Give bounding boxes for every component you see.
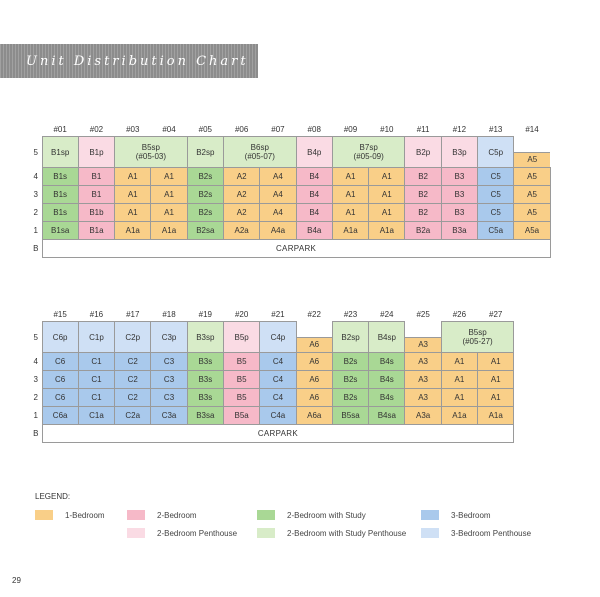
stack-number: #02	[89, 124, 104, 134]
unit-cell: B2s	[332, 371, 368, 389]
unit-cell: A5	[514, 186, 550, 204]
stack-number: #05	[198, 124, 213, 134]
unit-cell: B3sa	[187, 407, 223, 425]
unit-cell: A3	[405, 371, 441, 389]
legend-swatch	[421, 510, 439, 520]
unit-cell: B1	[78, 186, 114, 204]
unit-cell: C5a	[478, 222, 514, 240]
stack-number: #21	[271, 309, 285, 319]
unit-cell: A6a	[296, 407, 332, 425]
unit-cell: C1a	[78, 407, 114, 425]
unit-cell: C2	[115, 389, 151, 407]
level-label: 5	[33, 147, 38, 157]
legend-swatch	[127, 510, 145, 520]
level-row	[30, 240, 550, 258]
unit-cell: A1	[151, 186, 187, 204]
page-title: Unit Distribution Chart	[26, 53, 249, 69]
level-row	[30, 425, 514, 443]
stack-number: #17	[126, 309, 140, 319]
unit-cell: B6sp (#05-07)	[223, 137, 296, 168]
unit-cell: C2a	[115, 407, 151, 425]
level-label: 4	[33, 172, 38, 181]
level-label: 2	[33, 393, 38, 402]
level-label: 5	[33, 332, 38, 342]
stack-header-row	[30, 122, 550, 137]
stack-number: #12	[452, 124, 467, 134]
unit-cell: A1	[478, 371, 514, 389]
carpark-bar: CARPARK	[42, 425, 514, 443]
unit-cell: B4p	[296, 137, 332, 168]
unit-cell: B3	[441, 204, 477, 222]
legend-label: 3-Bedroom	[451, 510, 491, 520]
level-label: B	[33, 244, 39, 253]
level-row	[30, 322, 514, 353]
unit-cell: B4sa	[369, 407, 405, 425]
unit-cell: A4	[260, 168, 296, 186]
unit-cell: A5	[514, 152, 550, 167]
stack-header-row	[30, 307, 514, 322]
unit-cell: B2s	[332, 353, 368, 371]
unit-cell: B5a	[223, 407, 259, 425]
stack-number: #19	[198, 309, 213, 319]
stack-number: #13	[489, 124, 503, 134]
unit-cell: B2	[405, 186, 441, 204]
unit-cell: C1	[78, 353, 114, 371]
unit-cell: C1	[78, 371, 114, 389]
unit-cell: C4	[260, 389, 296, 407]
unit-cell: B2sa	[187, 222, 223, 240]
stack-number: #26	[452, 309, 467, 319]
unit-cell: B3a	[441, 222, 477, 240]
level-row	[30, 222, 550, 240]
unit-cell: C2p	[115, 322, 151, 353]
unit-cell: B1s	[42, 186, 78, 204]
unit-cell: C6	[42, 389, 78, 407]
legend-item-2-bedroom-with-study-penthouse	[257, 528, 406, 538]
header-corner	[30, 307, 42, 322]
unit-cell: A4	[260, 204, 296, 222]
unit-cell: A1	[332, 204, 368, 222]
block-chart-1	[30, 122, 540, 258]
legend-label: 2-Bedroom Penthouse	[157, 528, 238, 538]
unit-cell: A3	[405, 337, 440, 352]
stack-number: #07	[271, 124, 285, 134]
stack-number: #03	[126, 124, 140, 134]
legend-item-3-bedroom	[421, 510, 491, 520]
unit-cell: A1a	[115, 222, 151, 240]
unit-cell: A3	[405, 389, 441, 407]
unit-cell: A1	[441, 389, 477, 407]
legend-item-1-bedroom	[35, 510, 105, 520]
stack-number: #10	[380, 124, 394, 134]
unit-cell: B7sp (#05-09)	[332, 137, 405, 168]
legend-label: 2-Bedroom with Study	[287, 510, 366, 520]
legend-label: 3-Bedroom Penthouse	[451, 528, 532, 538]
unit-cell: B2s	[187, 204, 223, 222]
legend-swatch	[35, 510, 53, 520]
unit-cell: A1	[332, 186, 368, 204]
unit-cell: C3	[151, 389, 187, 407]
unit-cell: A1a	[369, 222, 405, 240]
unit-cell: A1	[369, 168, 405, 186]
header-corner	[30, 122, 42, 137]
unit-cell: A6	[296, 371, 332, 389]
unit-cell: A2	[223, 204, 259, 222]
legend-item-3-bedroom-penthouse	[421, 528, 531, 538]
unit-cell: A1	[369, 186, 405, 204]
unit-cell: B2	[405, 204, 441, 222]
unit-cell: B5sp (#05-27)	[441, 322, 514, 353]
unit-cell: A5	[514, 204, 550, 222]
stack-number: #27	[489, 309, 503, 319]
legend-label: 2-Bedroom with Study Penthouse	[287, 528, 407, 538]
unit-cell: A1	[115, 186, 151, 204]
unit-cell-offset	[405, 322, 441, 353]
unit-cell: C2	[115, 371, 151, 389]
unit-cell: C4	[260, 371, 296, 389]
unit-table-block-2	[30, 307, 514, 443]
unit-cell: A6	[297, 337, 332, 352]
unit-cell: A5	[514, 168, 550, 186]
level-label: 1	[33, 411, 38, 420]
unit-cell: B5	[223, 371, 259, 389]
unit-cell: B4s	[369, 389, 405, 407]
unit-cell: A2	[223, 168, 259, 186]
unit-cell: B1sa	[42, 222, 78, 240]
legend-swatch	[127, 528, 145, 538]
unit-cell: A4a	[260, 222, 296, 240]
unit-cell: C5p	[478, 137, 514, 168]
level-row	[30, 407, 514, 425]
unit-cell: A1a	[441, 407, 477, 425]
stack-number: #04	[162, 124, 176, 134]
unit-cell: C1p	[78, 322, 114, 353]
unit-cell: C6	[42, 353, 78, 371]
level-row	[30, 137, 550, 168]
unit-cell: B4	[296, 168, 332, 186]
stack-number: #18	[162, 309, 176, 319]
unit-cell: A1a	[332, 222, 368, 240]
unit-cell-offset	[514, 137, 550, 168]
unit-cell: B3p	[441, 137, 477, 168]
unit-cell: C4p	[260, 322, 296, 353]
block-chart-2	[30, 307, 520, 443]
unit-cell: B2s	[187, 168, 223, 186]
unit-cell: B1p	[78, 137, 114, 168]
unit-cell: B1s	[42, 204, 78, 222]
unit-cell: A6	[296, 389, 332, 407]
unit-cell: B1b	[78, 204, 114, 222]
unit-cell: A1a	[478, 407, 514, 425]
legend-label: 2-Bedroom	[157, 510, 197, 520]
legend-swatch	[421, 528, 439, 538]
unit-cell: B2sp	[332, 322, 368, 353]
title-banner	[0, 44, 258, 78]
level-row	[30, 389, 514, 407]
unit-cell: C3	[151, 353, 187, 371]
level-label: 2	[33, 208, 38, 217]
unit-table-block-1	[30, 122, 551, 258]
unit-cell: C5	[478, 204, 514, 222]
page-number: 29	[12, 576, 21, 585]
unit-cell: B1	[78, 168, 114, 186]
unit-cell: A1	[151, 168, 187, 186]
legend-swatch	[257, 510, 275, 520]
unit-cell: B1s	[42, 168, 78, 186]
stack-number: #15	[53, 309, 67, 319]
unit-cell: B3sp	[187, 322, 223, 353]
unit-cell: B2a	[405, 222, 441, 240]
level-label: 3	[33, 375, 38, 384]
unit-cell: A1	[151, 204, 187, 222]
unit-cell: A5a	[514, 222, 550, 240]
unit-cell: C6a	[42, 407, 78, 425]
unit-cell: B5sa	[332, 407, 368, 425]
legend	[35, 492, 575, 550]
unit-cell: B4	[296, 204, 332, 222]
unit-cell: B3s	[187, 389, 223, 407]
level-row	[30, 168, 550, 186]
unit-cell: B4a	[296, 222, 332, 240]
unit-cell: B5sp (#05-03)	[115, 137, 188, 168]
unit-cell: B1a	[78, 222, 114, 240]
legend-title: LEGEND:	[35, 492, 71, 501]
stack-number: #09	[343, 124, 358, 134]
unit-cell: B4s	[369, 353, 405, 371]
unit-cell: A2a	[223, 222, 259, 240]
stack-number: #22	[307, 309, 321, 319]
level-label: B	[33, 429, 39, 438]
unit-cell: A3a	[405, 407, 441, 425]
unit-cell: A6	[296, 353, 332, 371]
unit-cell: B2s	[187, 186, 223, 204]
level-label: 4	[33, 357, 38, 366]
unit-cell: B2sp	[187, 137, 223, 168]
legend-grid	[35, 510, 575, 550]
level-row	[30, 371, 514, 389]
stack-number: #06	[234, 124, 249, 134]
legend-label: 1-Bedroom	[65, 510, 105, 520]
unit-cell: C6	[42, 371, 78, 389]
level-label: 1	[33, 226, 38, 235]
level-label: 3	[33, 190, 38, 199]
unit-cell: B4sp	[369, 322, 405, 353]
carpark-bar: CARPARK	[42, 240, 550, 258]
level-row	[30, 353, 514, 371]
unit-cell: B4s	[369, 371, 405, 389]
unit-cell: A1	[115, 204, 151, 222]
stack-number: #25	[416, 309, 430, 319]
stack-number: #20	[234, 309, 249, 319]
unit-cell: B4	[296, 186, 332, 204]
unit-cell: A1	[332, 168, 368, 186]
unit-cell: A3	[405, 353, 441, 371]
level-row	[30, 186, 550, 204]
unit-cell: A2	[223, 186, 259, 204]
stack-number: #24	[380, 309, 394, 319]
unit-cell: B5p	[223, 322, 259, 353]
unit-cell: C4	[260, 353, 296, 371]
legend-swatch	[257, 528, 275, 538]
unit-cell: C3a	[151, 407, 187, 425]
unit-cell: B5	[223, 353, 259, 371]
unit-cell-offset	[296, 322, 332, 353]
stack-number: #14	[525, 124, 539, 134]
unit-cell: A1	[478, 353, 514, 371]
unit-cell: B5	[223, 389, 259, 407]
unit-cell: A1	[478, 389, 514, 407]
unit-cell: A1a	[151, 222, 187, 240]
unit-cell: B3	[441, 168, 477, 186]
unit-cell: C3p	[151, 322, 187, 353]
legend-item-2-bedroom	[127, 510, 197, 520]
unit-cell: B2s	[332, 389, 368, 407]
unit-cell: C1	[78, 389, 114, 407]
unit-cell: B2p	[405, 137, 441, 168]
unit-cell: C5	[478, 168, 514, 186]
stack-number: #23	[343, 309, 358, 319]
unit-cell: C3	[151, 371, 187, 389]
unit-cell: A1	[115, 168, 151, 186]
unit-cell: B3	[441, 186, 477, 204]
unit-cell: C2	[115, 353, 151, 371]
unit-cell: A1	[441, 371, 477, 389]
stack-number: #16	[89, 309, 104, 319]
stack-number: #01	[53, 124, 67, 134]
unit-cell: C6p	[42, 322, 78, 353]
unit-cell: B2	[405, 168, 441, 186]
unit-cell: A1	[369, 204, 405, 222]
unit-cell: B3s	[187, 371, 223, 389]
unit-cell: A1	[441, 353, 477, 371]
unit-cell: C4a	[260, 407, 296, 425]
unit-cell: A4	[260, 186, 296, 204]
level-row	[30, 204, 550, 222]
stack-number: #11	[416, 124, 430, 134]
unit-cell: B3s	[187, 353, 223, 371]
stack-number: #08	[307, 124, 321, 134]
unit-cell: B1sp	[42, 137, 78, 168]
legend-item-2-bedroom-with-study	[257, 510, 366, 520]
unit-cell: C5	[478, 186, 514, 204]
legend-item-2-bedroom-penthouse	[127, 528, 237, 538]
